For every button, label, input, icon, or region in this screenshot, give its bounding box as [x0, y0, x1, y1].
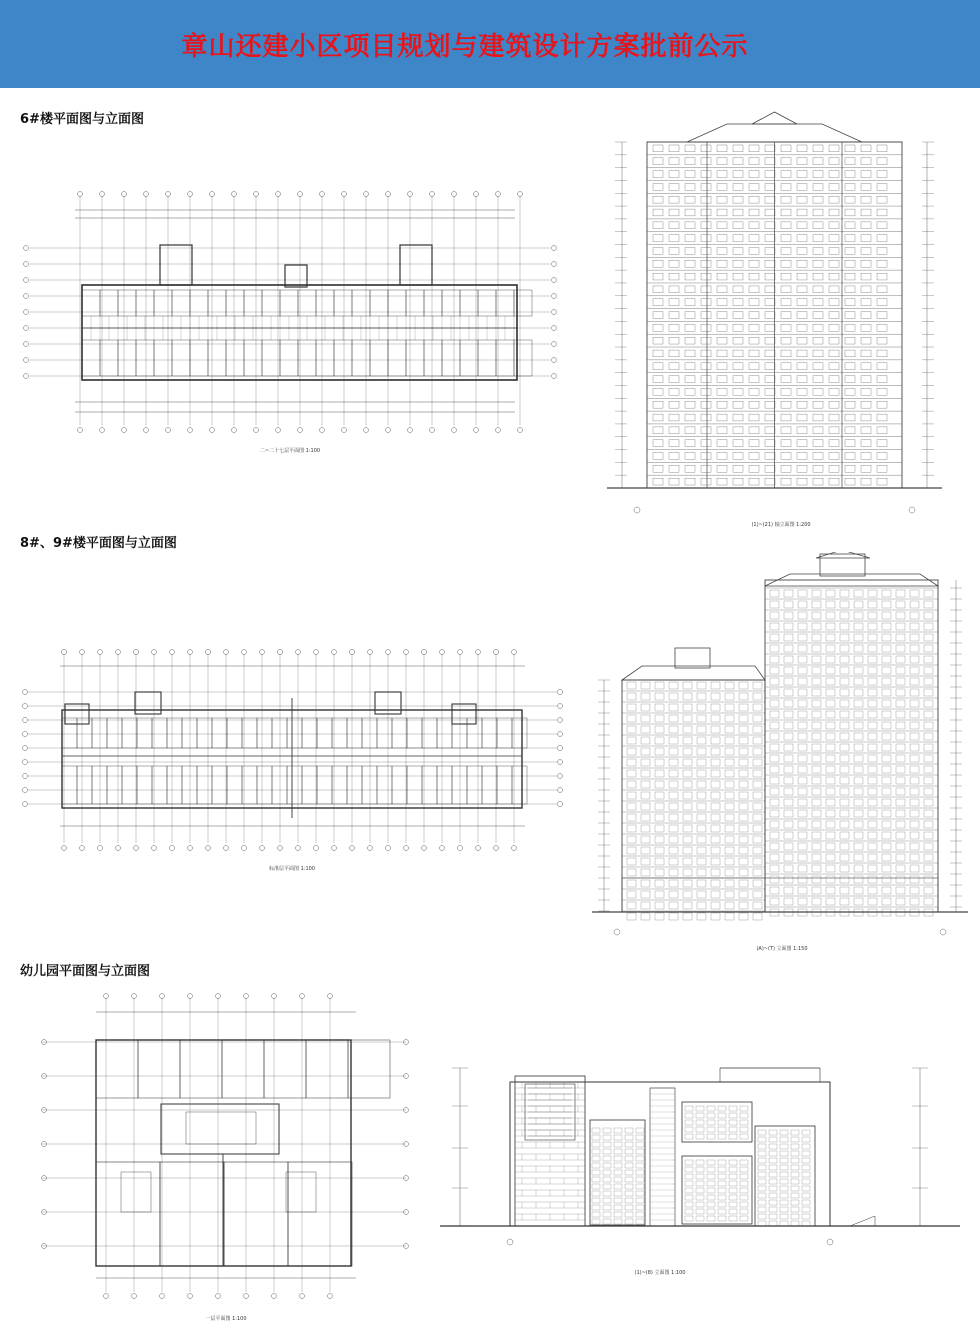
building-6-floor-plan [20, 190, 560, 460]
building-8-9-elevation [590, 552, 975, 958]
kindergarten-floor-plan [36, 992, 416, 1327]
elev6-caption: (1)~(21) 轴立面图 1:200 [751, 522, 811, 528]
section-title-8-9: 8#、9#楼平面图与立面图 [20, 536, 177, 551]
page-title: 章山还建小区项目规划与建筑设计方案批前公示 [181, 32, 749, 62]
elev89-caption: (A)~(T) 立面图 1:150 [756, 946, 808, 952]
kplan-caption: 一层平面图 1:100 [205, 1316, 247, 1322]
building-8-9-floor-plan [20, 648, 565, 878]
plan89-caption: 标准层平面图 1:100 [269, 866, 315, 872]
plan6-caption: 二~二十七层平面图 1:100 [259, 448, 321, 454]
section-title-6: 6#楼平面图与立面图 [20, 112, 144, 127]
header-banner [0, 0, 980, 88]
building-6-elevation [592, 100, 970, 532]
kindergarten-elevation [420, 1048, 975, 1288]
kelev-caption: (1)~(8) 立面图 1:100 [634, 1270, 686, 1276]
section-title-kindergarten: 幼儿园平面图与立面图 [20, 964, 151, 979]
